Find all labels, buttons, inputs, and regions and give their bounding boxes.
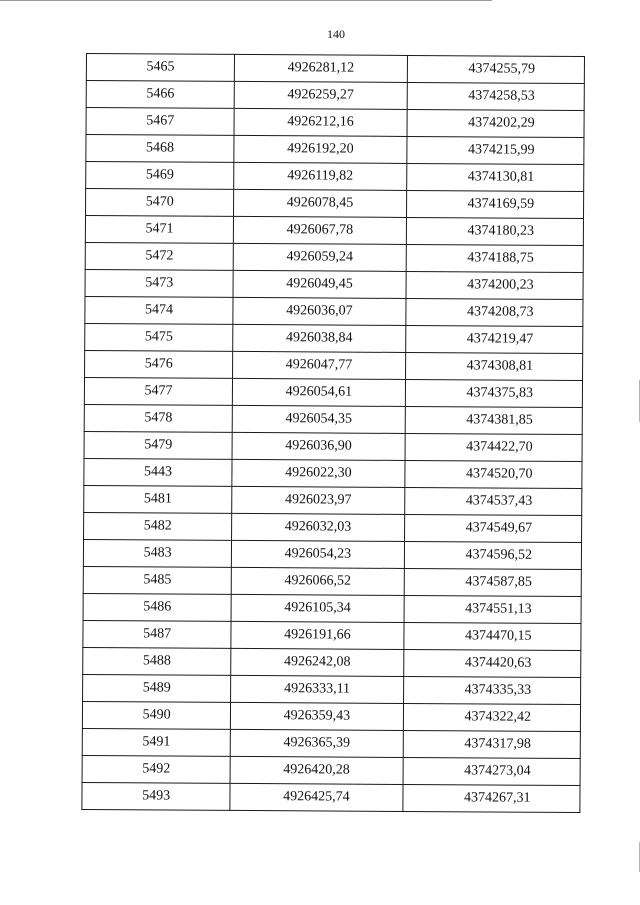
table-row	[85, 350, 583, 380]
y-coordinate-cell-text: 4374258,53	[468, 88, 535, 104]
y-coordinate-cell-text: 4374255,79	[468, 61, 536, 77]
x-coordinate-cell	[231, 621, 404, 649]
y-coordinate-cell	[406, 136, 584, 164]
x-coordinate-cell	[234, 189, 407, 217]
table-row	[86, 108, 584, 138]
x-coordinate-cell	[230, 783, 403, 811]
x-coordinate-cell	[234, 162, 407, 190]
point-number-cell	[85, 296, 233, 324]
x-coordinate-cell	[231, 567, 404, 595]
x-coordinate-cell-text: 4926054,61	[285, 384, 353, 400]
y-coordinate-cell	[404, 541, 582, 569]
table-row	[86, 54, 584, 84]
point-number-cell-text: 5476	[144, 356, 173, 372]
x-coordinate-cell	[233, 351, 406, 379]
y-coordinate-cell	[406, 217, 584, 245]
x-coordinate-cell	[233, 243, 406, 271]
table-row	[86, 189, 584, 219]
x-coordinate-cell	[234, 81, 407, 109]
point-number-cell-text: 5479	[144, 437, 173, 453]
point-number-cell-text: 5472	[145, 248, 174, 264]
y-coordinate-cell-text: 4374267,31	[463, 790, 531, 806]
y-coordinate-cell	[403, 757, 581, 785]
y-coordinate-cell	[405, 406, 583, 434]
x-coordinate-cell-text: 4926420,28	[283, 762, 350, 778]
y-coordinate-cell	[407, 82, 585, 110]
table-row	[83, 647, 581, 677]
point-number-cell	[84, 485, 232, 513]
y-coordinate-cell-text: 4374208,73	[466, 304, 534, 320]
y-coordinate-cell	[405, 352, 583, 380]
y-coordinate-cell-text: 4374596,52	[465, 547, 533, 563]
y-coordinate-cell	[404, 622, 582, 650]
x-coordinate-cell-text: 4926281,12	[287, 60, 355, 76]
point-number-cell	[83, 593, 231, 621]
point-number-cell-text: 5490	[142, 707, 171, 723]
point-number-cell	[84, 431, 232, 459]
x-coordinate-cell	[230, 729, 403, 757]
table-row	[84, 458, 582, 488]
y-coordinate-cell	[403, 676, 581, 704]
x-coordinate-cell-text: 4926192,20	[287, 141, 354, 157]
point-number-cell-text: 5474	[145, 302, 174, 318]
point-number-cell	[83, 539, 231, 567]
x-coordinate-cell-text: 4926036,90	[285, 438, 352, 454]
y-coordinate-cell-text: 4374322,42	[464, 709, 532, 725]
table-row	[84, 431, 582, 461]
x-coordinate-cell	[234, 135, 407, 163]
x-coordinate-cell	[233, 270, 406, 298]
y-coordinate-cell-text: 4374551,13	[465, 601, 532, 617]
x-coordinate-cell-text: 4926054,35	[285, 411, 353, 427]
point-number-cell	[85, 323, 233, 351]
table-row	[85, 296, 583, 326]
y-coordinate-cell-text: 4374587,85	[465, 574, 532, 590]
y-coordinate-cell	[403, 649, 581, 677]
table-row	[83, 566, 581, 596]
y-coordinate-cell-text: 4374520,70	[465, 466, 533, 482]
point-number-cell	[86, 108, 234, 136]
y-coordinate-cell-text: 4374188,75	[467, 250, 534, 266]
y-coordinate-cell-text: 4374381,85	[466, 412, 533, 428]
y-coordinate-cell-text: 4374308,81	[466, 358, 534, 374]
table-row	[84, 485, 582, 515]
x-coordinate-cell	[233, 324, 406, 352]
x-coordinate-cell	[235, 54, 408, 82]
x-coordinate-cell-text: 4926047,77	[285, 357, 353, 373]
table-row	[83, 674, 581, 704]
table-row	[82, 782, 580, 812]
table-row	[82, 728, 580, 758]
point-number-cell-text: 5471	[145, 221, 174, 237]
x-coordinate-cell	[232, 432, 405, 460]
x-coordinate-cell	[234, 108, 407, 136]
x-coordinate-cell-text: 4926359,43	[283, 708, 351, 724]
y-coordinate-cell-text: 4374215,99	[467, 142, 535, 158]
table-row	[85, 323, 583, 353]
x-coordinate-cell-text: 4926036,07	[286, 303, 353, 319]
point-number-cell-text: 5492	[142, 761, 171, 777]
y-coordinate-cell-text: 4374470,15	[464, 628, 532, 644]
point-number-cell	[86, 162, 234, 190]
point-number-cell	[85, 216, 233, 244]
y-coordinate-cell	[404, 595, 582, 623]
y-coordinate-cell-text: 4374422,70	[466, 439, 533, 455]
x-coordinate-cell	[234, 216, 407, 244]
x-coordinate-cell-text: 4926078,45	[286, 195, 354, 211]
point-number-cell	[83, 620, 231, 648]
point-number-cell	[86, 81, 234, 109]
x-coordinate-cell-text: 4926049,45	[286, 276, 353, 292]
x-coordinate-cell	[232, 486, 405, 514]
y-coordinate-cell-text: 4374200,23	[467, 277, 534, 293]
table-row	[86, 162, 584, 192]
x-coordinate-cell-text: 4926023,97	[284, 492, 352, 508]
point-number-cell-text: 5443	[144, 464, 173, 480]
x-coordinate-cell-text: 4926032,03	[284, 519, 352, 535]
y-coordinate-cell	[403, 730, 581, 758]
point-number-cell	[84, 404, 232, 432]
y-coordinate-cell	[407, 55, 585, 83]
point-number-cell-text: 5477	[144, 383, 173, 399]
x-coordinate-cell-text: 4926191,66	[284, 627, 351, 643]
y-coordinate-cell	[405, 379, 583, 407]
y-coordinate-cell-text: 4374317,98	[464, 736, 531, 752]
point-number-cell-text: 5465	[146, 59, 175, 75]
point-number-cell-text: 5467	[146, 113, 175, 129]
point-number-cell-text: 5481	[143, 491, 172, 507]
y-coordinate-cell	[404, 460, 582, 488]
x-coordinate-cell	[232, 405, 405, 433]
x-coordinate-cell-text: 4926242,08	[283, 654, 351, 670]
y-coordinate-cell	[406, 244, 584, 272]
point-number-cell-text: 5468	[146, 140, 175, 156]
x-coordinate-cell-text: 4926212,16	[287, 114, 354, 130]
point-number-cell-text: 5473	[145, 275, 174, 291]
point-number-cell-text: 5466	[146, 86, 175, 102]
point-number-cell	[82, 782, 230, 810]
table-row	[83, 593, 581, 623]
y-coordinate-cell	[403, 784, 581, 812]
x-coordinate-cell	[231, 702, 404, 730]
x-coordinate-cell	[233, 297, 406, 325]
y-coordinate-cell-text: 4374180,23	[467, 223, 535, 239]
point-number-cell-text: 5485	[143, 572, 172, 588]
point-number-cell-text: 5491	[142, 734, 171, 750]
point-number-cell	[84, 512, 232, 540]
y-coordinate-cell-text: 4374273,04	[464, 763, 531, 779]
y-coordinate-cell	[404, 568, 582, 596]
point-number-cell	[83, 566, 231, 594]
y-coordinate-cell-text: 4374375,83	[466, 385, 534, 401]
point-number-cell	[84, 377, 232, 405]
point-number-cell-text: 5493	[142, 788, 171, 804]
table-row	[86, 81, 584, 111]
y-coordinate-cell-text: 4374202,29	[468, 115, 535, 131]
y-coordinate-cell-text: 4374169,59	[467, 196, 535, 212]
table-row	[84, 512, 582, 542]
y-coordinate-cell	[406, 190, 584, 218]
x-coordinate-cell	[231, 648, 404, 676]
y-coordinate-cell	[404, 487, 582, 515]
point-number-cell-text: 5469	[145, 167, 174, 183]
point-number-cell	[83, 674, 231, 702]
x-coordinate-cell-text: 4926105,34	[284, 600, 351, 616]
table-row	[82, 755, 580, 785]
y-coordinate-cell-text: 4374537,43	[465, 493, 533, 509]
point-number-cell-text: 5486	[143, 599, 172, 615]
y-coordinate-cell-text: 4374420,63	[464, 655, 532, 671]
table-row	[83, 539, 581, 569]
x-coordinate-cell-text: 4926059,24	[286, 249, 354, 265]
point-number-cell	[82, 701, 230, 729]
table-row	[82, 701, 580, 731]
y-coordinate-cell	[406, 271, 584, 299]
point-number-cell-text: 5489	[142, 680, 171, 696]
x-coordinate-cell	[231, 594, 404, 622]
point-number-cell	[82, 728, 230, 756]
coordinates-table-body	[82, 54, 585, 813]
point-number-cell	[85, 242, 233, 270]
point-number-cell-text: 5482	[143, 518, 172, 534]
point-number-cell	[86, 135, 234, 163]
x-coordinate-cell-text: 4926066,52	[284, 573, 352, 589]
table-row	[84, 404, 582, 434]
point-number-cell-text: 5487	[143, 626, 172, 642]
point-number-cell	[83, 647, 231, 675]
y-coordinate-cell	[405, 298, 583, 326]
y-coordinate-cell	[407, 109, 585, 137]
table-row	[85, 216, 583, 246]
coordinates-table	[81, 53, 585, 813]
x-coordinate-cell	[231, 675, 404, 703]
point-number-cell	[84, 458, 232, 486]
table-row	[83, 620, 581, 650]
x-coordinate-cell	[230, 756, 403, 784]
x-coordinate-cell-text: 4926333,11	[284, 681, 351, 697]
x-coordinate-cell	[232, 513, 405, 541]
point-number-cell-text: 5488	[142, 653, 171, 669]
point-number-cell	[86, 189, 234, 217]
x-coordinate-cell-text: 4926259,27	[287, 87, 354, 103]
x-coordinate-cell-text: 4926038,84	[285, 330, 353, 346]
x-coordinate-cell-text: 4926119,82	[287, 168, 354, 184]
y-coordinate-cell-text: 4374549,67	[465, 520, 533, 536]
x-coordinate-cell	[233, 378, 406, 406]
table-row	[85, 242, 583, 272]
y-coordinate-cell-text: 4374335,33	[464, 682, 532, 698]
point-number-cell-text: 5483	[143, 545, 172, 561]
page-number: 140	[327, 27, 345, 41]
point-number-cell	[85, 350, 233, 378]
y-coordinate-cell	[406, 163, 584, 191]
x-coordinate-cell-text: 4926022,30	[285, 465, 352, 481]
x-coordinate-cell	[232, 459, 405, 487]
point-number-cell-text: 5478	[144, 410, 173, 426]
top-edge-rule	[0, 0, 492, 1]
x-coordinate-cell	[232, 540, 405, 568]
y-coordinate-cell	[405, 325, 583, 353]
x-coordinate-cell-text: 4926054,23	[284, 546, 352, 562]
x-coordinate-cell-text: 4926067,78	[286, 222, 354, 238]
x-coordinate-cell-text: 4926425,74	[283, 789, 350, 805]
y-coordinate-cell	[403, 703, 581, 731]
point-number-cell	[85, 269, 233, 297]
y-coordinate-cell-text: 4374130,81	[467, 169, 535, 185]
point-number-cell-text: 5470	[145, 194, 174, 210]
point-number-cell-text: 5475	[144, 329, 173, 345]
point-number-cell	[86, 54, 234, 82]
point-number-cell	[82, 755, 230, 783]
y-coordinate-cell	[404, 514, 582, 542]
table-row	[86, 135, 584, 165]
y-coordinate-cell	[405, 433, 583, 461]
y-coordinate-cell-text: 4374219,47	[466, 331, 534, 347]
table-row	[84, 377, 582, 407]
table-row	[85, 269, 583, 299]
x-coordinate-cell-text: 4926365,39	[283, 735, 351, 751]
